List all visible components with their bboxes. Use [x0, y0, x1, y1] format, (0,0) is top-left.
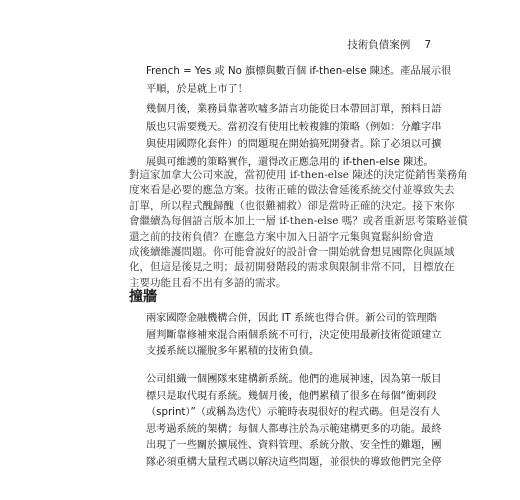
text-line: 標只是取代現有系統。幾個月後，他們累積了很多在每個“衝刺段 — [146, 390, 437, 402]
text-line: 還之前的技術負債？在應急方案中加入日語字元集與寬鬆糾紛會造 — [129, 230, 434, 243]
example-paragraph-4 — [146, 372, 442, 472]
text-line: 兩家國際金融機構合併，因此 IT 系統也得合併。新公司的管理階 — [146, 313, 437, 324]
text-line: 幾個月後，業務員靠著吹噓多語言功能從日本帶回訂單，預料日語 — [146, 104, 442, 115]
text-line: 與使用國際化套件）的問題現在開始搞死開發者。除了必須以可擴 — [146, 139, 442, 151]
section-heading: 撞牆 — [129, 289, 157, 305]
text-line: 思考過系統的架構；每個人都專注於為示範建構更多的功能。最終 — [146, 423, 442, 435]
text-line: 層判斷靠修補來混合兩個系統不可行，決定使用最新技術從頭建立 — [146, 329, 442, 341]
text-line: 支援系統以擺脫多年累積的技術負債。 — [146, 346, 320, 358]
text-line: 展與可維護的策略實作，還得改正應急用的 if-then-else 陳述。 — [146, 156, 434, 168]
text-line: 訂單，所以程式醜歸醜（也很難補救）卻是當時正確的決定。接下來你 — [129, 199, 455, 212]
page-number: 7 — [424, 39, 431, 51]
text-line: 會繼續為每個語言版本加上一層 if-then-else 嗎？或者重新思考策略並償 — [129, 215, 468, 228]
text-line: 版也只需要幾天。當初沒有使用比較複雜的策略（例如：分離字串 — [146, 121, 442, 133]
text-line: 成後續維護問題。你可能會說好的設計會一開始就會想見國際化與區域 — [129, 246, 455, 259]
text-line: 出現了一些關於擴展性、資料管理、系統分散、安全性的難題，團 — [146, 440, 442, 452]
text-line: （sprint）”（或稱為迭代）示範時表現很好的程式碼。但是沒有人 — [146, 407, 441, 419]
example-paragraph-1 — [146, 63, 452, 98]
example-paragraph-3 — [146, 311, 442, 361]
body-paragraph — [129, 168, 468, 291]
text-line: 平順，於是就上市了！ — [146, 83, 248, 95]
text-line: 化，但這是後見之明；最初開發階段的需求與限制非常不同，目標放在 — [129, 261, 455, 274]
text-line: 公司組織一個團隊來建構新系統。他們的進展神速，因為第一版目 — [146, 374, 442, 385]
text-line: 主要功能且看不出有多語的需求。 — [129, 276, 287, 289]
text-line: French = Yes 或 No 旗標與數百個 if-then-else 陳述。產品展示很 — [146, 66, 452, 77]
running-head — [347, 37, 431, 52]
example-paragraph-2 — [146, 101, 442, 171]
section-title: 技術負債案例 — [347, 39, 411, 51]
text-line: 度來看是必要的應急方案。技術正確的做法會延後系統交付並導致失去 — [129, 184, 455, 197]
text-line: 對這家加拿大公司來說，當初使用 if-then-else 陳述的決定從銷售業務角 — [129, 169, 468, 181]
text-line: 隊必須重構大量程式碼以解決這些問題，並很快的導致他們完全停 — [146, 456, 442, 468]
